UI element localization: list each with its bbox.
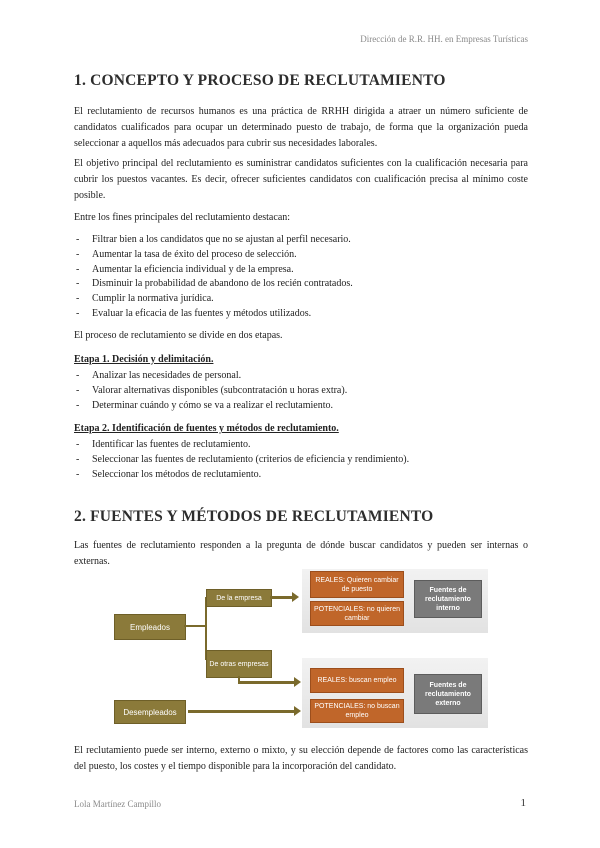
reales-externo-box: REALES: buscan empleo <box>310 668 404 693</box>
etapa-1-title <box>74 354 213 365</box>
list-item: - Disminuir la probabilidad de abandono de los recién contratados. <box>74 277 528 292</box>
recruitment-sources-diagram <box>114 566 488 730</box>
de-otras-empresas-box: De otras empresas <box>206 650 272 678</box>
fuentes-interno-box: Fuentes de reclutamiento interno <box>414 580 482 618</box>
etapas-intro: El proceso de reclutamiento se divide en dos etapas. <box>74 330 283 341</box>
empleados-box: Empleados <box>114 614 186 640</box>
fuentes-externo-box: Fuentes de reclutamiento externo <box>414 674 482 714</box>
list-item: - Identificar las fuentes de reclutamiento. <box>74 438 528 453</box>
de-la-empresa-box: De la empresa <box>206 589 272 607</box>
list-item: - Aumentar la tasa de éxito del proceso de selección. <box>74 248 528 263</box>
list-item: - Determinar cuándo y cómo se va a realizar el reclutamiento. <box>74 399 528 414</box>
section-1-heading: 1. CONCEPTO Y PROCESO DE RECLUTAMIENTO <box>74 72 446 89</box>
list-item: - Filtrar bien a los candidatos que no se ajustan al perfil necesario. <box>74 233 528 248</box>
list-item: - Seleccionar las fuentes de reclutamiento (criterios de eficiencia y rendimiento). <box>74 453 528 468</box>
section-1-paragraph-2: El objetivo principal del reclutamiento es suministrar candidatos suficientes con la cualificación necesaria para cubrir los puestos vacantes. Es decir, ofrecer suficientes candidatos con cualificación precisa al mínimo coste posible. <box>74 158 528 201</box>
etapa-2-list <box>74 438 528 482</box>
running-header: Dirección de R.R. HH. en Empresas Turísticas <box>360 34 528 44</box>
section-2-paragraph-1: Las fuentes de reclutamiento responden a la pregunta de dónde buscar candidatos y pueden ser internas o externas. <box>74 540 528 567</box>
etapa-2-title-text: Etapa 2. Identificación de fuentes y métodos de reclutamiento. <box>74 423 339 434</box>
etapa-2-title <box>74 423 339 434</box>
etapa-1-title-text: Etapa 1. Decisión y delimitación. <box>74 354 214 365</box>
footer-author: Lola Martínez Campillo <box>74 799 161 809</box>
section-2-paragraph-2: El reclutamiento puede ser interno, externo o mixto, y su elección depende de factores como las características del puesto, los costes y el tiempo disponible para la incorporación del candidato. <box>74 745 528 772</box>
arrow-to-external <box>238 681 294 684</box>
arrow-desempleados <box>188 710 294 713</box>
list-item: - Aumentar la eficiencia individual y de la empresa. <box>74 263 528 278</box>
list-item: - Evaluar la eficacia de las fuentes y métodos utilizados. <box>74 307 528 322</box>
list-item: - Analizar las necesidades de personal. <box>74 369 528 384</box>
desempleados-box: Desempleados <box>114 700 186 724</box>
arrow-to-internal <box>270 596 292 599</box>
fines-list <box>74 233 528 322</box>
list-item: - Valorar alternativas disponibles (subcontratación u horas extra). <box>74 384 528 399</box>
connector <box>184 625 206 627</box>
section-1-paragraph-1: El reclutamiento de recursos humanos es una práctica de RRHH dirigida a atraer un número suficiente de candidatos cualificados para ocupar un determinado puesto de trabajo, de forma que la organización pueda seleccionar a aquellos más adecuados para cubrir sus necesidades laborales. <box>74 106 528 149</box>
reales-interno-box: REALES: Quieren cambiar de puesto <box>310 571 404 598</box>
section-2-heading: 2. FUENTES Y MÉTODOS DE RECLUTAMIENTO <box>74 508 434 525</box>
list-item: - Cumplir la normativa jurídica. <box>74 292 528 307</box>
etapa-1-list <box>74 369 528 413</box>
list-item: - Seleccionar los métodos de reclutamiento. <box>74 468 528 483</box>
potenciales-externo-box: POTENCIALES: no buscan empleo <box>310 699 404 723</box>
potenciales-interno-box: POTENCIALES: no quieren cambiar <box>310 601 404 626</box>
page-number: 1 <box>520 797 526 809</box>
fines-intro: Entre los fines principales del reclutamiento destacan: <box>74 212 291 223</box>
